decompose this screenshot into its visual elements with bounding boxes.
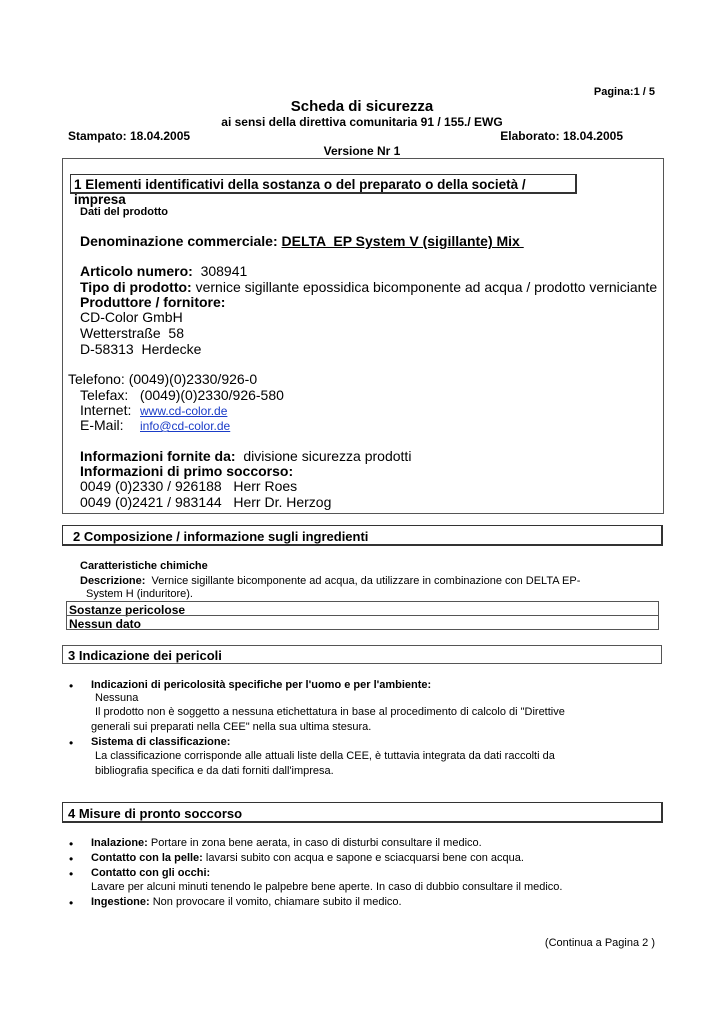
- trade-name: DELTA EP System V (sigillante) Mix: [281, 233, 524, 249]
- fax-label: Telefax:: [80, 387, 129, 403]
- info-value: divisione sicurezza prodotti: [243, 448, 412, 464]
- email-label: E-Mail:: [80, 417, 124, 433]
- continue-note: (Continua a Pagina 2 ): [544, 937, 655, 949]
- section-3-heading: 3 Indicazione dei pericoli: [62, 645, 662, 664]
- first-aid-item-text: lavarsi subito con acqua e sapone e sciacquarsi bene con acqua.: [205, 852, 524, 864]
- article-label: Articolo numero:: [80, 263, 193, 279]
- document-title: Scheda di sicurezza: [290, 98, 434, 115]
- hazard-line-3: generali sui preparati nella CEE" nella sua ultima stesura.: [91, 721, 372, 733]
- section-1-heading: 1 Elementi identificativi della sostanza o del preparato o della società / impresa: [70, 174, 577, 194]
- first-aid-item-text: Lavare per alcuni minuti tenendo le palpebre bene aperte. In caso di dubbio consultare il medico.: [91, 881, 563, 893]
- classification-title: Sistema di classificazione:: [91, 736, 231, 748]
- classification-line-1: La classificazione corrisponde alle attuali liste della CEE, è tuttavia integrata da dati raccolti da: [95, 750, 555, 762]
- elaborated-date: Elaborato: 18.04.2005: [500, 129, 623, 143]
- chem-label: Caratteristiche chimiche: [80, 560, 208, 572]
- hazard-line-2: Il prodotto non è soggetto a nessuna etichettatura in base al procedimento di calcolo di "Direttive: [95, 706, 565, 718]
- description-line-2: System H (induritore).: [86, 588, 193, 600]
- description-line-1: Vernice sigillante bicomponente ad acqua, da utilizzare in combinazione con DELTA EP-: [151, 575, 581, 587]
- first-aid-item-label: Contatto con gli occhi:: [91, 867, 211, 879]
- first-aid-item-text: Portare in zona bene aerata, in caso di disturbi consultare il medico.: [150, 837, 482, 849]
- company-city: D-58313 Herdecke: [80, 341, 202, 357]
- company-street: Wetterstraße 58: [80, 325, 185, 341]
- first-aid-item-label: Contatto con la pelle:: [91, 852, 203, 864]
- first-aid-item-label: Inalazione:: [91, 837, 148, 849]
- first-aid-label: Informazioni di primo soccorso:: [80, 463, 294, 479]
- trade-name-label: Denominazione commerciale:: [80, 233, 278, 249]
- product-type: vernice sigillante epossidica bicomponente ad acqua / prodotto verniciante: [195, 279, 658, 295]
- fax: (0049)(0)2330/926-580: [139, 387, 284, 403]
- email-link[interactable]: info@cd-color.de: [140, 419, 231, 433]
- type-label: Tipo di prodotto:: [80, 279, 192, 295]
- hazard-line-1: Nessuna: [95, 692, 139, 704]
- first-aid-item-text: Non provocare il vomito, chiamare subito il medico.: [152, 896, 402, 908]
- table-header: Sostanze pericolose: [66, 601, 659, 616]
- hazard-title: Indicazioni di pericolosità specifiche per l'uomo e per l'ambiente:: [91, 679, 432, 691]
- bullet-icon: •: [69, 867, 74, 881]
- website-link[interactable]: www.cd-color.de: [140, 404, 228, 418]
- classification-line-2: bibliografia specifica e da dati forniti dall'impresa.: [95, 765, 334, 777]
- first-aid-item-label: Ingestione:: [91, 896, 150, 908]
- bullet-icon: •: [69, 736, 74, 750]
- printed-date: Stampato: 18.04.2005: [68, 129, 191, 143]
- producer-label: Produttore / fornitore:: [80, 294, 226, 310]
- product-data-label: Dati del prodotto: [80, 206, 168, 218]
- article-number: 308941: [200, 263, 248, 279]
- page-number: Pagina:1 / 5: [593, 86, 655, 98]
- description-label: Descrizione:: [80, 575, 146, 587]
- bullet-icon: •: [69, 896, 74, 910]
- contact-1: 0049 (0)2330 / 926188 Herr Roes: [80, 478, 298, 494]
- bullet-icon: •: [69, 679, 74, 693]
- document-subtitle: ai sensi della direttiva comunitaria 91 / 155./ EWG: [221, 115, 503, 129]
- internet-label: Internet:: [80, 402, 132, 418]
- phone: Telefono: (0049)(0)2330/926-0: [68, 371, 258, 387]
- company-name: CD-Color GmbH: [80, 309, 183, 325]
- contact-2: 0049 (0)2421 / 983144 Herr Dr. Herzog: [80, 494, 332, 510]
- version: Versione Nr 1: [323, 144, 401, 158]
- bullet-icon: •: [69, 837, 74, 851]
- section-2-heading: 2 Composizione / informazione sugli ingredienti: [62, 525, 663, 546]
- section-4-heading: 4 Misure di pronto soccorso: [62, 802, 663, 823]
- info-label: Informazioni fornite da:: [80, 448, 236, 464]
- bullet-icon: •: [69, 852, 74, 866]
- table-row: Nessun dato: [66, 615, 659, 630]
